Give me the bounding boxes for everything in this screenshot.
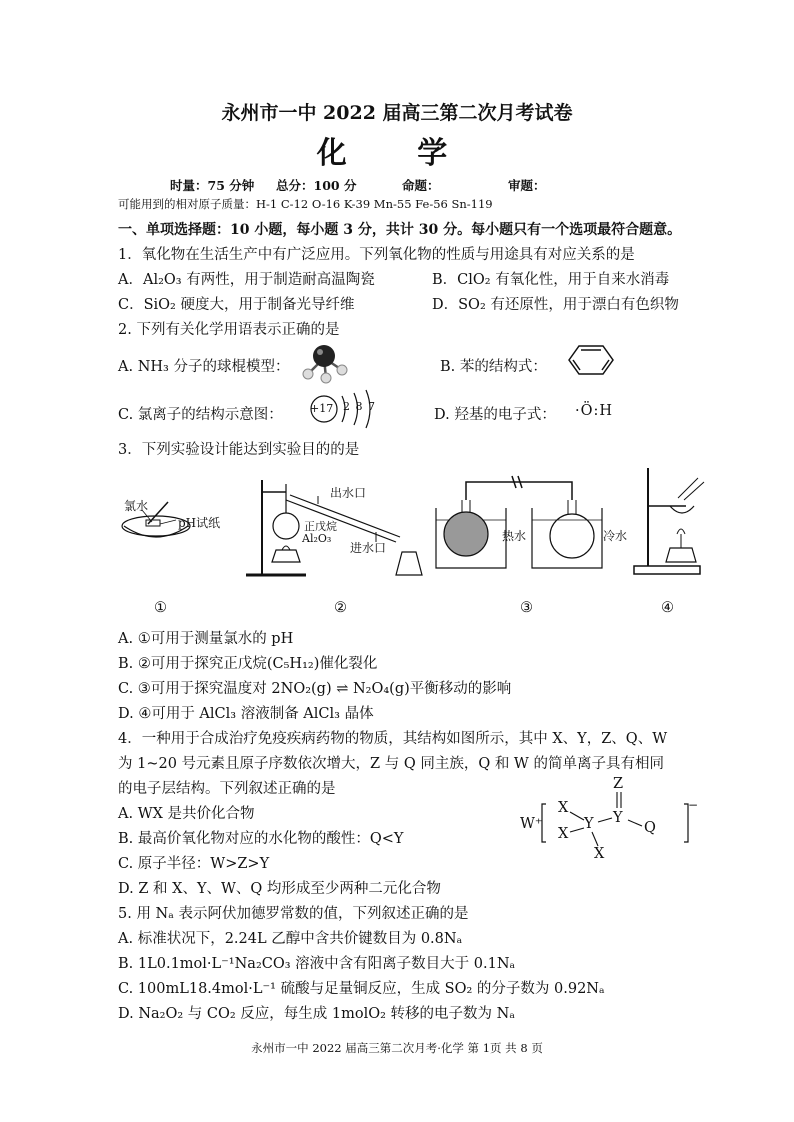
atomic-masses: 可能用到的相对原子质量：H-1 C-12 O-16 K-39 Mn-55 Fe-56 Sn-119 <box>118 197 493 211</box>
q3-stem: 3．下列实验设计能达到实验目的的是 <box>118 442 360 458</box>
q2-option-c: C. 氯离子的结构示意图： <box>118 407 283 423</box>
fig2-label-al2o3: Al₂O₃ <box>302 532 332 545</box>
total-score: 总分：100 分 <box>276 178 357 193</box>
struct-charge: − <box>688 798 699 812</box>
struct-z: Z <box>613 776 624 792</box>
benzene-structure <box>555 342 627 378</box>
q4-option-b: B. 最高价氧化物对应的水化物的酸性：Q<Y <box>118 831 404 847</box>
struct-x-top: X <box>558 800 569 816</box>
chloride-shells: 2 8 7 <box>343 400 375 413</box>
chloride-nucleus: +17 <box>310 402 334 415</box>
page-footer: 永州市一中 2022 届高三第二次月考·化学 第 1页 共 8 页 <box>251 1041 543 1055</box>
fig2-label-pentane: 正戊烷 <box>304 520 337 533</box>
q5-option-c: C. 100mL18.4mol·L⁻¹ 硫酸与足量铜反应，生成 SO₂ 的分子数为 0.92Nₐ <box>118 981 605 997</box>
q2-option-b: B. 苯的结构式： <box>440 359 547 375</box>
q5-option-b: B. 1L0.1mol·L⁻¹Na₂CO₃ 溶液中含有阳离子数目大于 0.1Nₐ <box>118 956 516 972</box>
fig2-label-inlet: 进水口 <box>350 541 387 555</box>
q3-option-b: B. ②可用于探究正戊烷(C₅H₁₂)催化裂化 <box>118 656 378 672</box>
q3-fig-label-1: ① <box>154 600 167 616</box>
q2-stem: 2. 下列有关化学用语表示正确的是 <box>118 322 340 338</box>
q4-stem-line1: 4．一种用于合成治疗免疫疾病药物的物质，其结构如图所示，其中 X、Y，Z、Q、W <box>118 731 668 747</box>
q3-option-c: C. ③可用于探究温度对 2NO₂(g) ⇌ N₂O₄(g)平衡移动的影响 <box>118 681 512 697</box>
struct-x-bottom: X <box>594 846 605 862</box>
q1-option-c: C．SiO₂ 硬度大，用于制备光导纤维 <box>118 297 355 313</box>
fig1-label-ph-paper: pH试纸 <box>178 516 221 530</box>
q4-stem-line3: 的电子层结构。下列叙述正确的是 <box>118 781 336 797</box>
q4-ion-structure <box>516 776 699 868</box>
fig4-evaporation <box>630 462 706 576</box>
q4-option-d: D. Z 和 X、Y、W、Q 均形成至少两种二元化合物 <box>118 881 441 897</box>
struct-y1: Y <box>584 816 594 832</box>
fig3-label-cold-water: 冷水 <box>603 529 628 543</box>
q5-stem: 5. 用 Nₐ 表示阿伏加德罗常数的值，下列叙述正确的是 <box>118 906 469 922</box>
struct-w: W⁺ <box>520 816 543 832</box>
q1-option-b: B．ClO₂ 有氧化性，用于自来水消毒 <box>432 272 670 288</box>
q5-option-d: D. Na₂O₂ 与 CO₂ 反应，每生成 1molO₂ 转移的电子数为 Nₐ <box>118 1006 515 1022</box>
exam-title: 永州市一中 2022 届高三第二次月考试卷 <box>221 102 573 124</box>
struct-x-left: X <box>558 826 569 842</box>
section-heading: 一、单项选择题：10 小题，每小题 3 分，共计 30 分。每小题只有一个选项最符合题意。 <box>118 222 682 238</box>
q3-option-a: A. ①可用于测量氯水的 pH <box>118 631 294 647</box>
hydroxyl-electron-formula: ·Ö:H <box>575 403 614 419</box>
reviewer: 审题： <box>508 178 546 193</box>
struct-y2: Y <box>613 810 623 826</box>
setter: 命题： <box>402 178 440 193</box>
q4-option-c: C. 原子半径：W>Z>Y <box>118 856 270 872</box>
fig1-label-chlorine-water: 氯水 <box>124 499 149 513</box>
q1-option-a: A．Al₂O₃ 有两性，用于制造耐高温陶瓷 <box>118 272 375 288</box>
q1-option-d: D．SO₂ 有还原性，用于漂白有色织物 <box>432 297 679 313</box>
q3-fig-label-4: ④ <box>661 600 674 616</box>
q3-fig-label-3: ③ <box>520 600 533 616</box>
q2-option-d: D. 羟基的电子式： <box>434 407 556 423</box>
nh3-ball-stick-model <box>296 340 356 386</box>
q2-option-a: A. NH₃ 分子的球棍模型： <box>118 359 290 375</box>
fig2-label-outlet: 出水口 <box>330 486 367 500</box>
subject-title: 化 学 <box>316 136 478 171</box>
q4-option-a: A. WX 是共价化合物 <box>118 806 255 822</box>
q3-option-d: D. ④可用于 AlCl₃ 溶液制备 AlCl₃ 晶体 <box>118 706 374 722</box>
fig3-label-hot-water: 热水 <box>502 529 527 543</box>
fig3-no2-equilibrium <box>432 464 632 574</box>
q5-option-a: A. 标准状况下，2.24L 乙醇中含共价键数目为 0.8Nₐ <box>118 931 463 947</box>
time-limit: 时量：75 分钟 <box>170 178 255 193</box>
struct-q: Q <box>644 820 656 836</box>
q4-stem-line2: 为 1~20 号元素且原子序数依次增大，Z 与 Q 同主族，Q 和 W 的简单离子具有相同 <box>118 756 664 772</box>
q1-stem: 1．氧化物在生活生产中有广泛应用。下列氧化物的性质与用途具有对应关系的是 <box>118 247 635 263</box>
q3-fig-label-2: ② <box>334 600 347 616</box>
